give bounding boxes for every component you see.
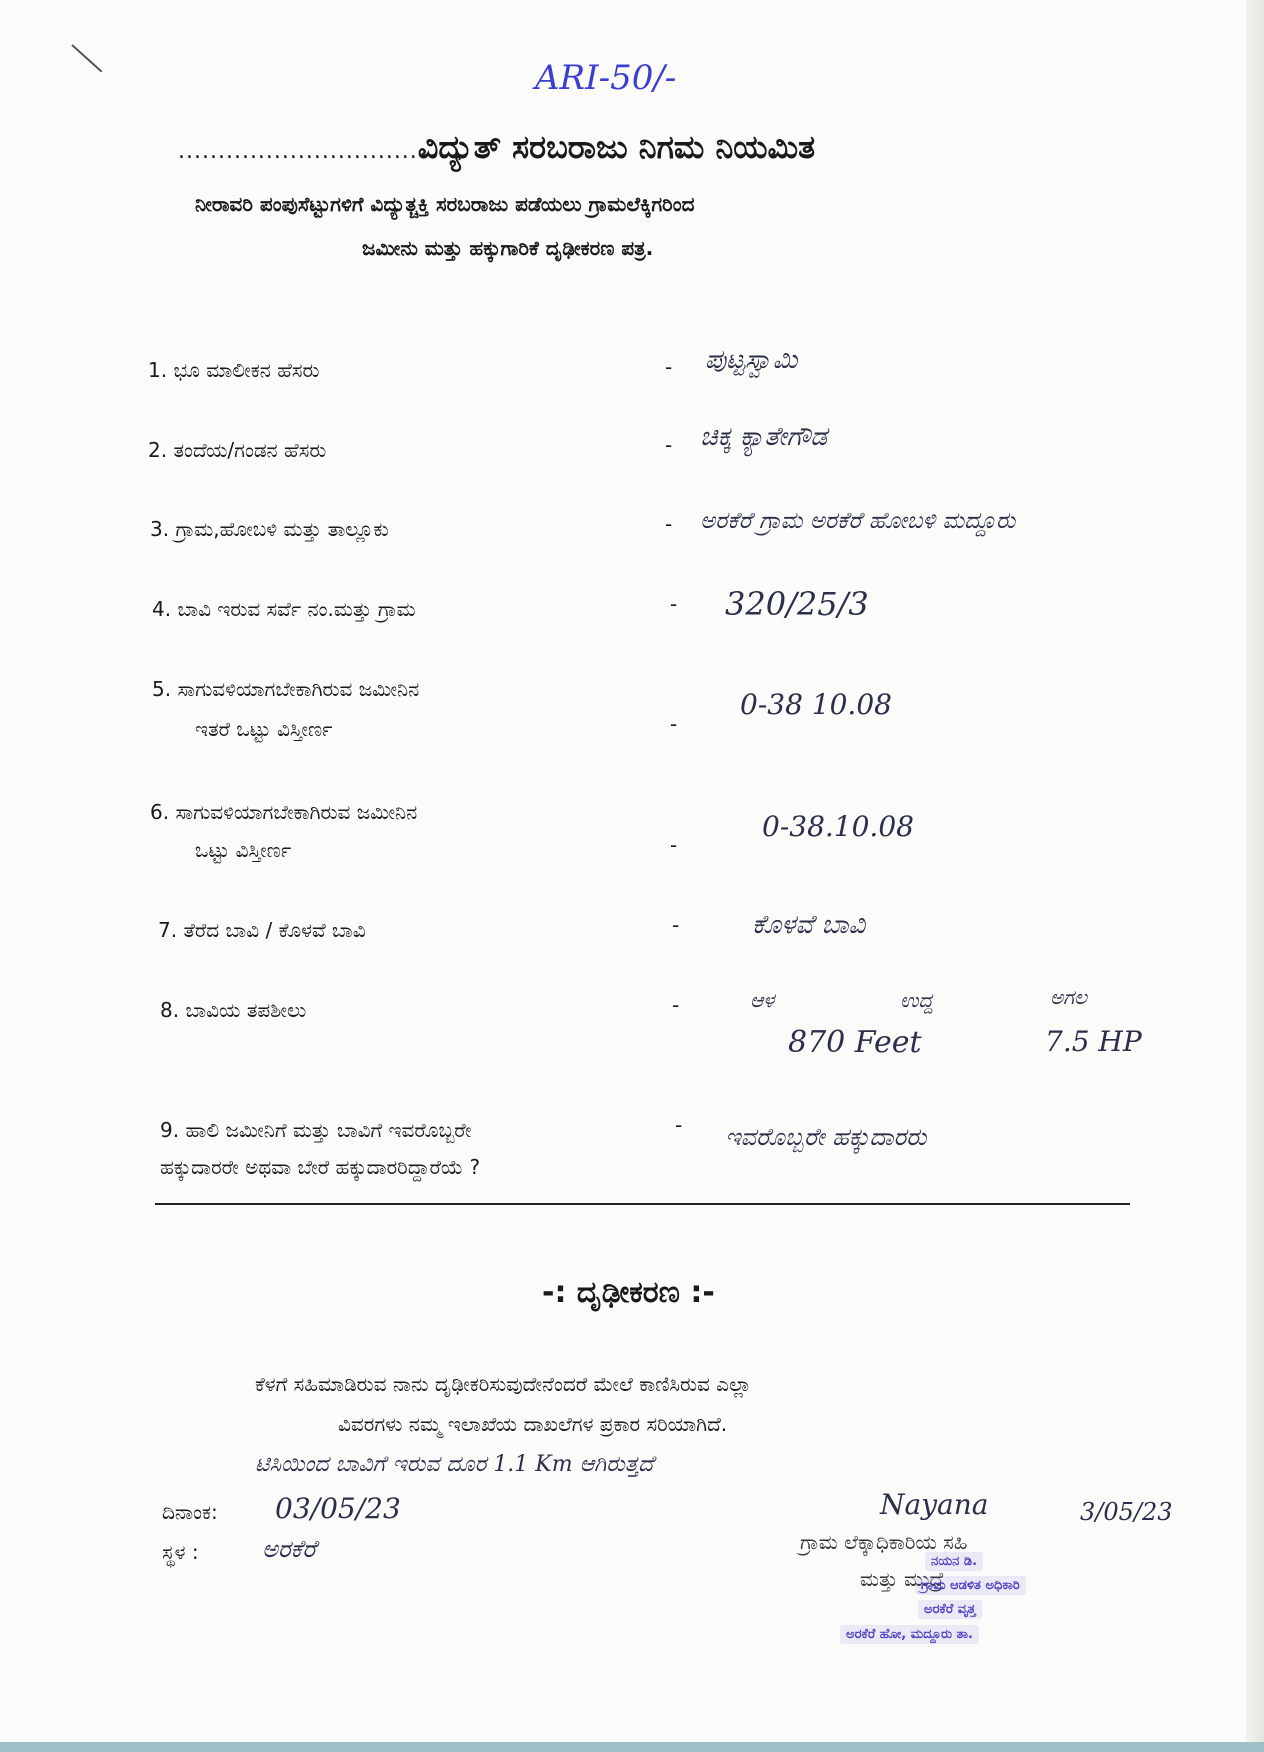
place-label: ಸ್ಥಳ :	[162, 1540, 199, 1564]
q8-col-depth: ಆಳ	[750, 988, 775, 1012]
q4-answer: 320/25/3	[725, 585, 869, 623]
handwritten-distance-note: ಟಿಸಿಯಿಂದ ಬಾವಿಗೆ ಇರುವ ದೂರ 1.1 Km ಆಗಿರುತ್ತದೆ	[255, 1452, 654, 1477]
document-title	[178, 128, 815, 167]
certification-text-line-2: ವಿವರಗಳು ನಮ್ಮ ಇಲಾಖೆಯ ದಾಖಲೆಗಳ ಪ್ರಕಾರ ಸರಿಯಾಗಿದೆ.	[338, 1412, 728, 1436]
page-edge-right	[1246, 0, 1264, 1752]
subtitle-line-1: ನೀರಾವರಿ ಪಂಪುಸೆಟ್ಟುಗಳಿಗೆ ವಿದ್ಯುತ್ಚಕ್ತಿ ಸರಬರಾಜು ಪಡೆಯಲು ಗ್ರಾಮಲೆಕ್ಕಿಗರಿಂದ	[195, 192, 695, 216]
section-divider	[155, 1203, 1130, 1205]
place-value: ಅರಕೆರೆ	[262, 1535, 316, 1563]
q1-dash: -	[665, 355, 673, 379]
q7-dash: -	[672, 913, 680, 937]
signature-date: 3/05/23	[1080, 1498, 1173, 1526]
q6-dash: -	[670, 833, 678, 857]
q4-label: 4. ಬಾವಿ ಇರುವ ಸರ್ವೆ ನಂ.ಮತ್ತು ಗ್ರಾಮ	[152, 597, 416, 621]
subtitle-line-2: ಜಮೀನು ಮತ್ತು ಹಕ್ಕುಗಾರಿಕೆ ದೃಢೀಕರಣ ಪತ್ರ.	[362, 236, 654, 260]
pen-mark	[71, 44, 102, 72]
stamp-line-2: ಗ್ರಾಮ ಆಡಳಿತ ಅಧಿಕಾರಿ	[915, 1576, 1026, 1595]
reference-number: ARI-50/-	[535, 58, 677, 98]
q3-answer: ಅರಕೆರೆ ಗ್ರಾಮ ಅರಕೆರೆ ಹೋಬಳಿ ಮದ್ದೂರು	[700, 508, 1016, 534]
q5-dash: -	[670, 712, 678, 736]
title-text: ವಿದ್ಯುತ್ ಸರಬರಾಜು ನಿಗಮ ನಿಯಮಿತ	[417, 128, 816, 166]
q8-label: 8. ಬಾವಿಯ ತಪಶೀಲು	[160, 998, 307, 1022]
q7-answer: ಕೊಳವೆ ಬಾವಿ	[752, 910, 866, 940]
q8-col-width: ಅಗಲ	[1050, 985, 1087, 1009]
q9-answer: ಇವರೊಬ್ಬರೇ ಹಕ್ಕುದಾರರು	[725, 1123, 927, 1151]
signatory-line-1: ಗ್ರಾಮ ಲೆಕ್ಕಾಧಿಕಾರಿಯ ಸಹಿ	[800, 1530, 968, 1554]
q5-label-line-2: ಇತರೆ ಒಟ್ಟು ವಿಸ್ತೀರ್ಣ	[195, 717, 333, 741]
q9-label-line-1: 9. ಹಾಲಿ ಜಮೀನಿಗೆ ಮತ್ತು ಬಾವಿಗೆ ಇವರೊಬ್ಬರೇ	[160, 1118, 472, 1142]
title-dots: ..............................	[178, 139, 418, 164]
q8-depth-value: 870 Feet	[788, 1025, 922, 1060]
q2-dash: -	[665, 433, 673, 457]
q3-label: 3. ಗ್ರಾಮ,ಹೋಬಳಿ ಮತ್ತು ತಾಲ್ಲೂಕು	[150, 517, 389, 541]
stamp-line-4: ಅರಕೆರೆ ಹೋ, ಮದ್ದೂರು ತಾ.	[840, 1625, 979, 1644]
certification-heading: -: ದೃಢೀಕರಣ :-	[542, 1275, 715, 1310]
q5-label-line-1: 5. ಸಾಗುವಳಿಯಾಗಬೇಕಾಗಿರುವ ಜಮೀನಿನ	[152, 677, 420, 701]
q8-dash: -	[672, 993, 680, 1017]
q4-dash: -	[670, 592, 678, 616]
date-value: 03/05/23	[275, 1492, 401, 1525]
date-label: ದಿನಾಂಕ:	[162, 1500, 218, 1524]
page-edge-bottom	[0, 1742, 1264, 1752]
signatory-line-2: ಮತ್ತು ಮುದ್ರೆ	[860, 1567, 945, 1591]
q3-dash: -	[665, 512, 673, 536]
certification-text-line-1: ಕೆಳಗೆ ಸಹಿಮಾಡಿರುವ ನಾನು ದೃಢೀಕರಿಸುವುದೇನೆಂದರೆ ಮೇಲೆ ಕಾಣಿಸಿರುವ ಎಲ್ಲಾ	[255, 1372, 752, 1396]
q9-label-line-2: ಹಕ್ಕುದಾರರೇ ಅಥವಾ ಬೇರೆ ಹಕ್ಕುದಾರರಿದ್ದಾರೆಯೆ ?	[160, 1155, 481, 1179]
q6-answer: 0-38.10.08	[762, 810, 914, 843]
q8-width-value: 7.5 HP	[1045, 1025, 1142, 1058]
stamp-line-3: ಅರಕೆರೆ ವೃತ್ತ	[918, 1600, 982, 1619]
q1-label: 1. ಭೂ ಮಾಲೀಕನ ಹೆಸರು	[148, 358, 320, 382]
q7-label: 7. ತೆರೆದ ಬಾವಿ / ಕೊಳವೆ ಬಾವಿ	[158, 918, 366, 942]
stamp-line-1: ನಯನ ಡಿ.	[925, 1552, 983, 1571]
q2-label: 2. ತಂದೆಯ/ಗಂಡನ ಹೆಸರು	[148, 438, 327, 462]
q6-label-line-2: ಒಟ್ಟು ವಿಸ್ತೀರ್ಣ	[195, 838, 292, 862]
q6-label-line-1: 6. ಸಾಗುವಳಿಯಾಗಬೇಕಾಗಿರುವ ಜಮೀನಿನ	[150, 800, 418, 824]
q2-answer: ಚಿಕ್ಕ ಕ್ಯಾತೇಗೌಡ	[700, 422, 827, 452]
q1-answer: ಪುಟ್ಟಸ್ವಾಮಿ	[705, 345, 798, 375]
q8-col-length: ಉದ್ದ	[900, 988, 934, 1012]
q5-answer: 0-38 10.08	[740, 688, 892, 721]
officer-signature: Nayana	[880, 1488, 989, 1521]
q9-dash: -	[675, 1113, 683, 1137]
